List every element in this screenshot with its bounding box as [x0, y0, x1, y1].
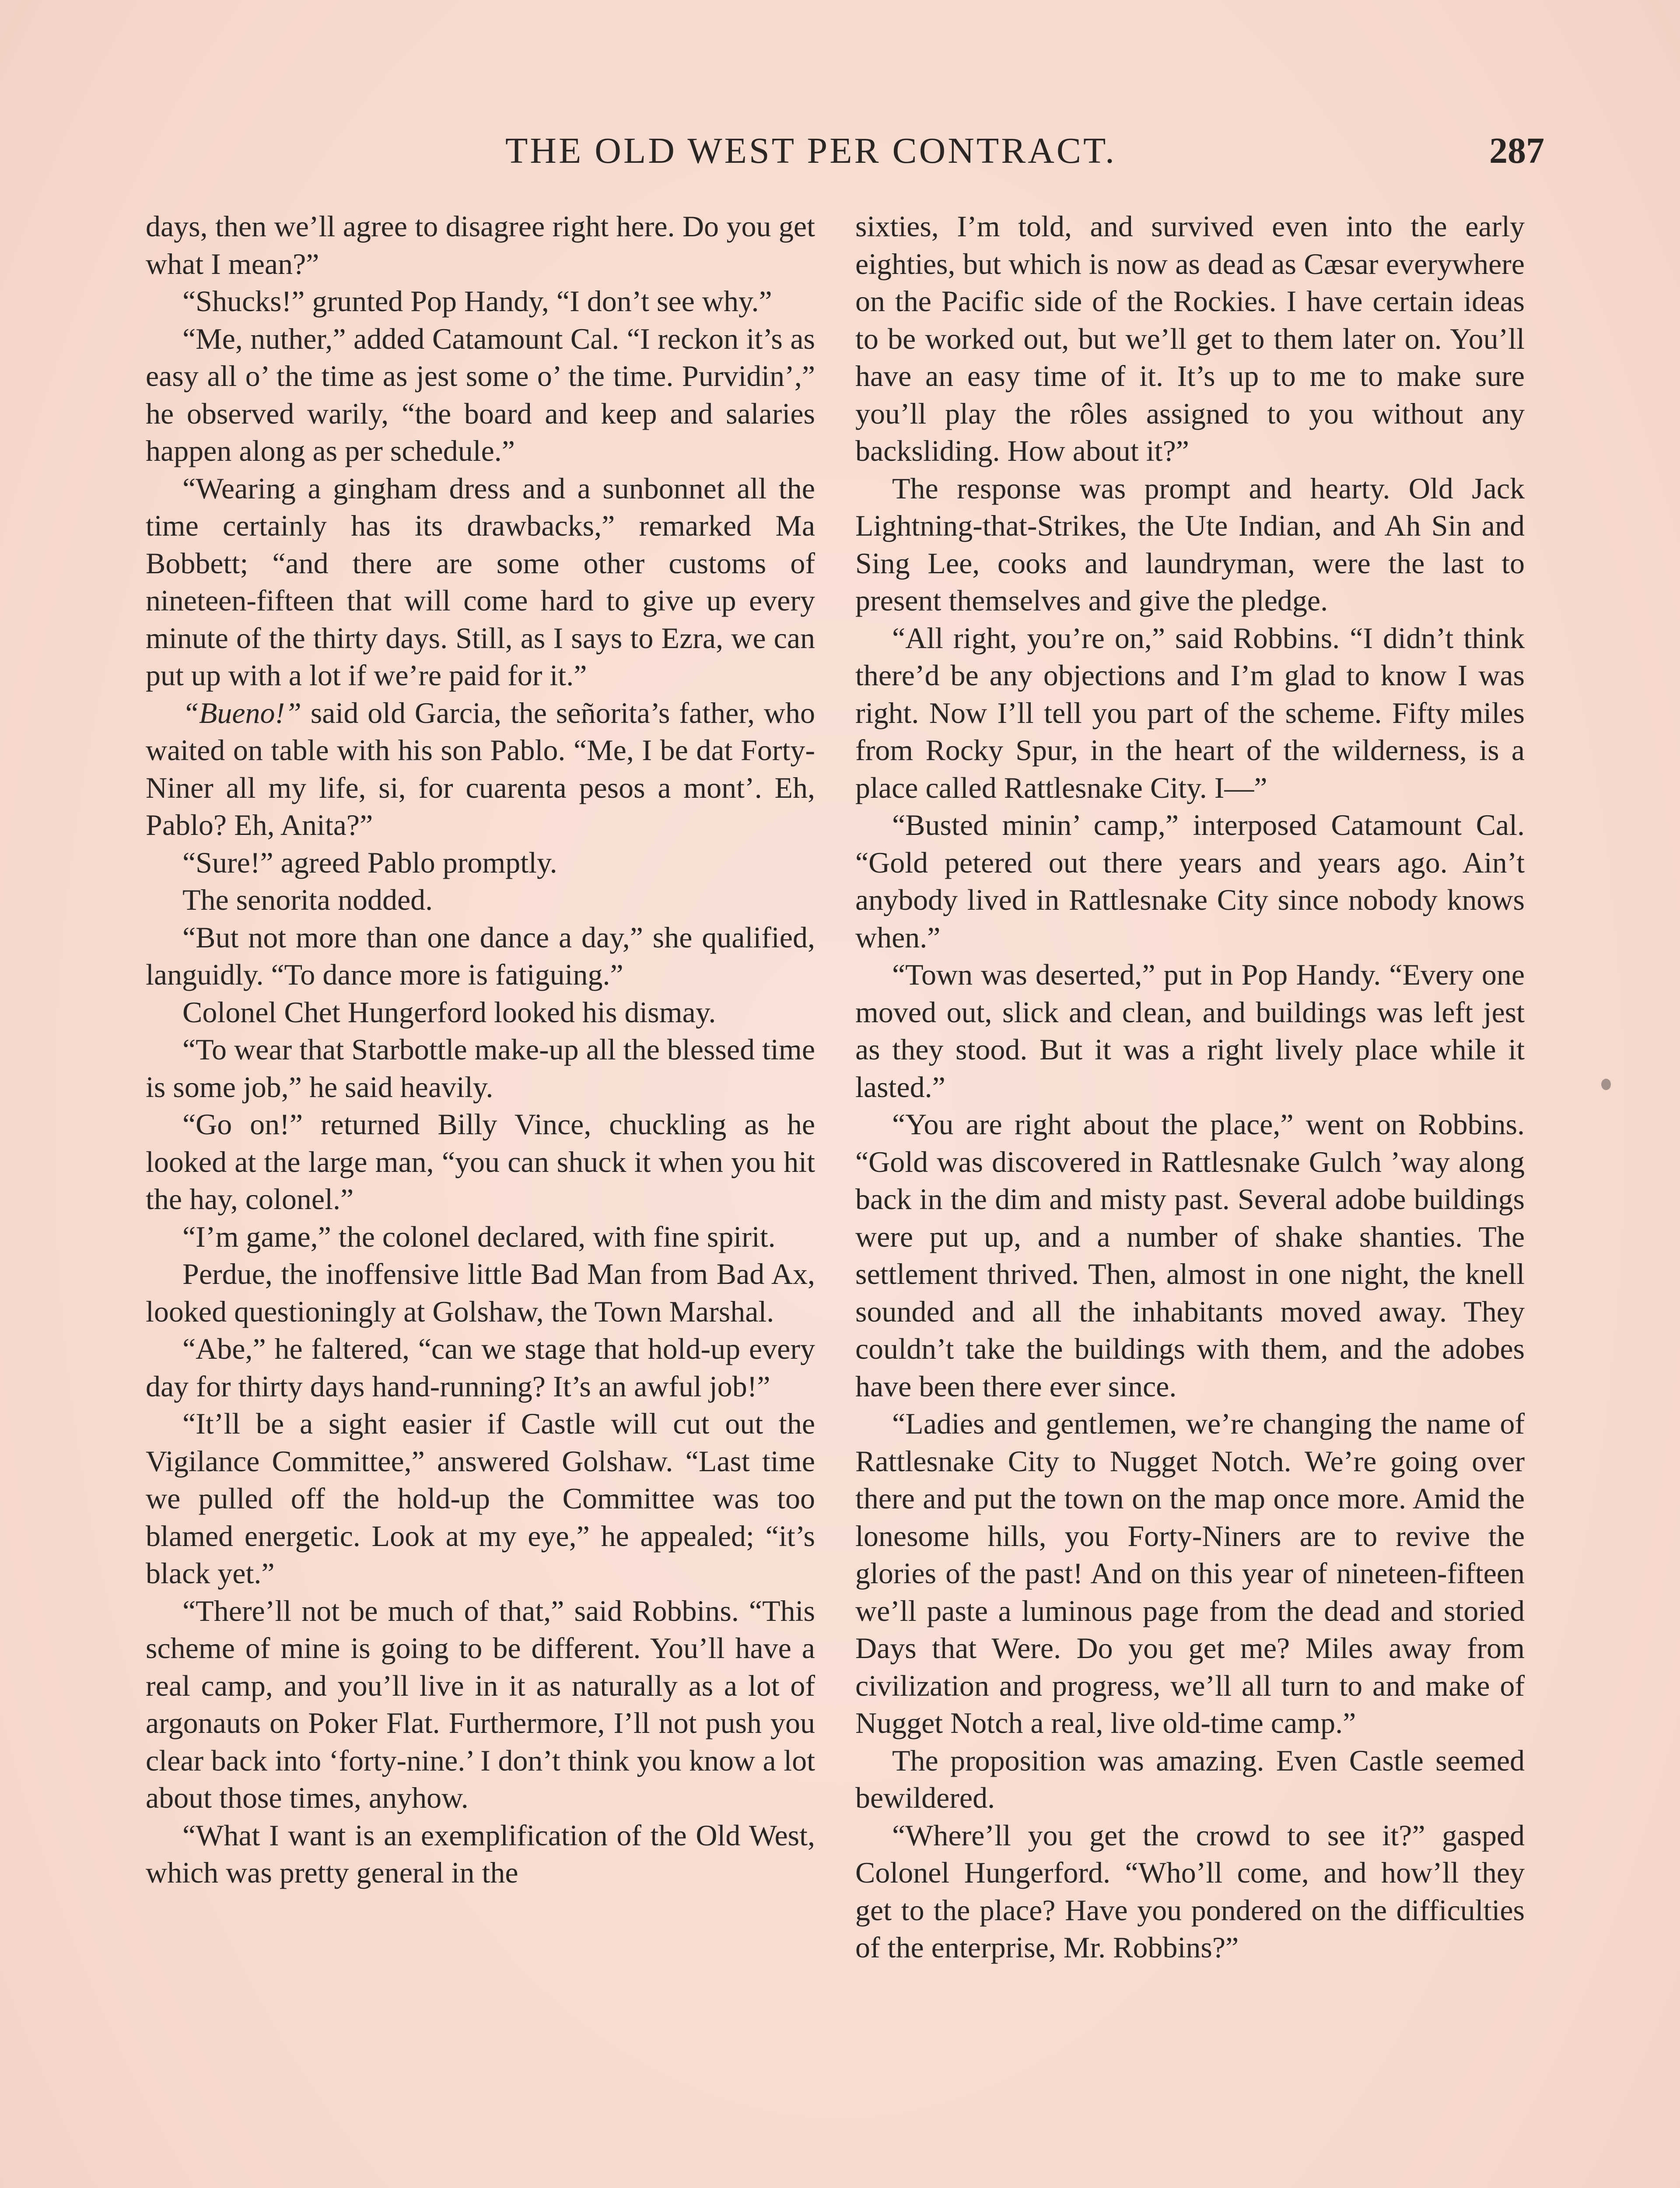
paragraph: “Me, nuther,” added Catamount Cal. “I reckon it’s as easy all o’ the time as jest some o’ the time. Purvidin’,” he observed warily, “the board and keep and salaries happen along as per schedule.” [146, 322, 815, 467]
paragraph: “Shucks!” grunted Pop Handy, “I don’t see why.” [182, 284, 772, 318]
paragraph: “To wear that Starbottle make-up all the blessed time is some job,” he said heavily. [146, 1033, 815, 1104]
paragraph: Colonel Chet Hungerford looked his dismay. [182, 995, 716, 1029]
paragraph: The proposition was amazing. Even Castle seemed bewildered. [855, 1743, 1525, 1814]
paragraph: The senorita nodded. [182, 883, 433, 916]
paragraph: “Ladies and gentlemen, we’re changing the name of Rattlesnake City to Nugget Notch. We’re going over there and put the town on the map once more. Amid the lonesome hills, you Forty-Niners are to revive the glories of the past! And on this year of nineteen-fifteen we’ll paste a luminous page from the dead and storied Days that Were. Do you get me? Miles away from civilization and progress, we’ll all turn to and make of Nugget Notch a real, live old-time camp.” [855, 1407, 1525, 1739]
paragraph [146, 694, 815, 844]
bueno-exclamation: “Bueno!” [182, 696, 301, 729]
paragraph: days, then we’ll agree to disagree right here. Do you get what I mean?” [146, 210, 815, 281]
paragraph: “It’ll be a sight easier if Castle will cut out the Vigilance Committee,” answered Golshaw. “Last time we pulled off the hold-up the Committee was too blamed energetic. Look at my eye,” he appealed; “it’s black yet.” [146, 1407, 815, 1590]
paragraph: Perdue, the inoffensive little Bad Man from Bad Ax, looked questioningly at Golshaw, the Town Marshal. [146, 1257, 815, 1328]
paragraph: “Where’ll you get the crowd to see it?” gasped Colonel Hungerford. “Who’ll come, and how’ll they get to the place? Have you pondered on the difficulties of the enterprise, Mr. Robbins?” [855, 1818, 1525, 1964]
paragraph: “Town was deserted,” put in Pop Handy. “Every one moved out, slick and clean, and buildings was left jest as they stood. But it was a right lively place while it lasted.” [855, 958, 1525, 1104]
paragraph: “What I want is an exemplification of the Old West, which was pretty general in the [146, 1818, 815, 1889]
paper-speck [1601, 1079, 1611, 1090]
paragraph: “Busted minin’ camp,” interposed Catamount Cal. “Gold petered out there years and years ago. Ain’t anybody lived in Rattlesnake City since nobody knows when.” [855, 808, 1525, 954]
left-column [146, 208, 815, 1892]
paragraph: “Wearing a gingham dress and a sunbonnet all the time certainly has its drawbacks,” remarked Ma Bobbett; “and there are some other customs of nineteen-fifteen that will come hard to give up every minute of the thirty days. Still, as I says to Ezra, we can put up with a lot if we’re paid for it.” [146, 471, 815, 692]
paragraph: “Sure!” agreed Pablo promptly. [182, 845, 557, 879]
paragraph: The response was prompt and hearty. Old Jack Lightning-that-Strikes, the Ute Indian, and Ah Sin and Sing Lee, cooks and laundryman, were the last to present themselves and give the pledge. [855, 471, 1525, 617]
page-number: 287 [1489, 130, 1544, 171]
paragraph: “All right, you’re on,” said Robbins. “I didn’t think there’d be any objections and I’m glad to know I was right. Now I’ll tell you part of the scheme. Fifty miles from Rocky Spur, in the heart of the wilderness, is a place called Rattlesnake City. I—” [855, 621, 1525, 804]
paragraph: “You are right about the place,” went on Robbins. “Gold was discovered in Rattlesnake Gulch ’way along back in the dim and misty past. Several adobe buildings were put up, and a number of shake shanties. The settlement thrived. Then, almost in one night, the knell sounded and all the inhabitants moved away. They couldn’t take the buildings with them, and the adobes have been there ever since. [855, 1108, 1525, 1403]
page-header [144, 127, 1544, 175]
right-column [855, 208, 1525, 1967]
paragraph: sixties, I’m told, and survived even into the early eighties, but which is now as dead as Cæsar everywhere on the Pacific side of the Rockies. I have certain ideas to be worked out, but we’ll get to them later on. You’ll have an easy time of it. It’s up to me to make sure you’ll play the rôles assigned to you without any backsliding. How about it?” [855, 210, 1525, 467]
paragraph: “Go on!” returned Billy Vince, chuckling as he looked at the large man, “you can shuck it when you hit the hay, colonel.” [146, 1108, 815, 1216]
running-title: THE OLD WEST PER CONTRACT. [505, 130, 1117, 171]
paragraph: “Abe,” he faltered, “can we stage that hold-up every day for thirty days hand-running? It’s an awful job!” [146, 1332, 815, 1403]
paragraph: “But not more than one dance a day,” she qualified, languidly. “To dance more is fatiguing.” [146, 920, 815, 991]
paragraph: “There’ll not be much of that,” said Robbins. “This scheme of mine is going to be different. You’ll have a real camp, and you’ll live in it as naturally as a lot of argonauts on Poker Flat. Furthermore, I’ll not push you clear back into ‘forty-nine.’ I don’t think you know a lot about those times, anyhow. [146, 1594, 815, 1814]
paragraph: “I’m game,” the colonel declared, with fine spirit. [182, 1220, 776, 1253]
paragraph-text: said old Garcia, the señorita’s father, who waited on table with his son Pablo. “Me, I be dat Forty-Niner all my life, si, for cuarenta pesos a mont’. Eh, Pablo? Eh, Anita?” [146, 696, 816, 842]
